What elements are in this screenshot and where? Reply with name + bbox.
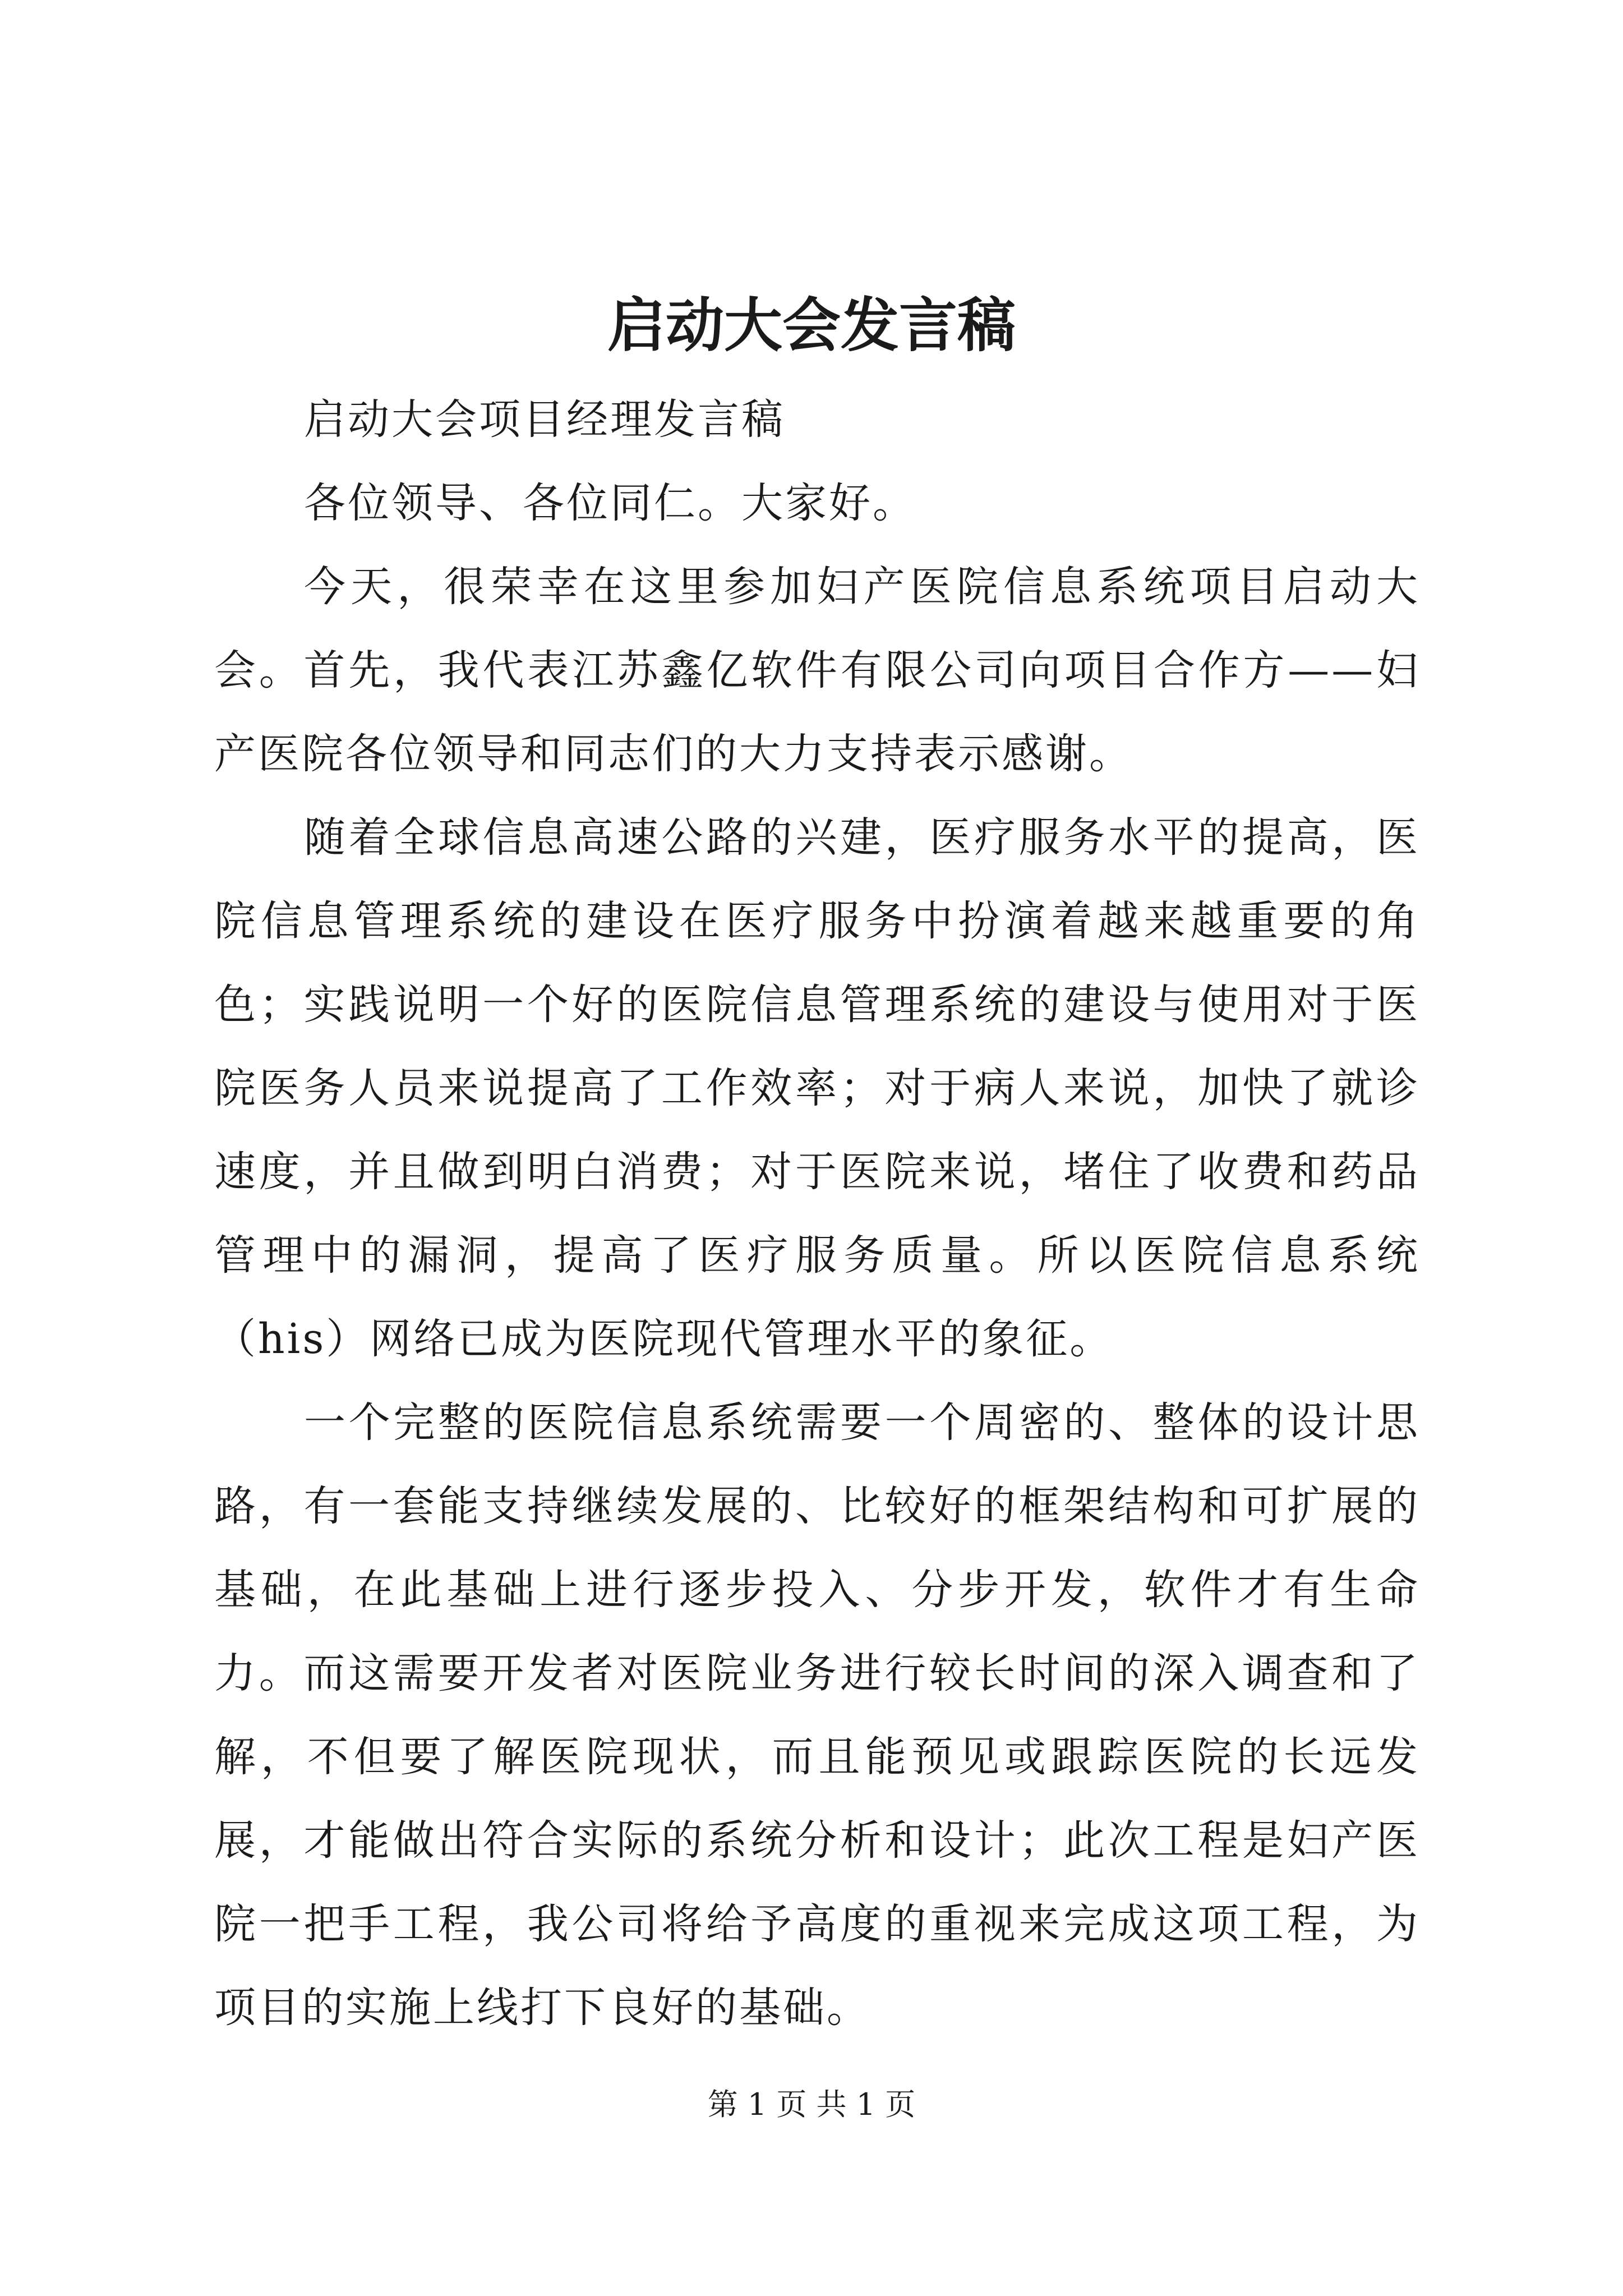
paragraph-system-design: 一个完整的医院信息系统需要一个周密的、整体的设计思路，有一套能支持继续发展的、比较好的框架结构和可扩展的基础，在此基础上进行逐步投入、分步开发，软件才有生命力。而这需要开发者对医院业务进行较长时间的深入调查和了解，不但要了解医院现状，而且能预见或跟踪医院的长远发展，才能做出符合实际的系统分析和设计；此次工程是妇产医院一把手工程，我公司将给予高度的重视来完成这项工程，为项目的实施上线打下良好的基础。 xyxy=(214,1398,1420,2032)
paragraph-greeting: 各位领导、各位同仁。大家好。 xyxy=(304,479,916,527)
document-title: 启动大会发言稿 xyxy=(607,291,1016,360)
paragraph-background: 随着全球信息高速公路的兴建，医疗服务水平的提高，医院信息管理系统的建设在医疗服务中扮演着越来越重要的角色；实践说明一个好的医院信息管理系统的建设与使用对于医院医务人员来说提高了工作效率；对于病人来说，加快了就诊速度，并且做到明白消费；对于医院来说，堵住了收费和药品管理中的漏洞，提高了医疗服务质量。所以医院信息系统（his）网络已成为医院现代管理水平的象征。 xyxy=(214,813,1420,1363)
paragraph-subtitle: 启动大会项目经理发言稿 xyxy=(304,395,785,444)
page-footer: 第 1 页 共 1 页 xyxy=(707,2087,916,2122)
document-body xyxy=(214,378,1420,2050)
paragraph-opening: 今天，很荣幸在这里参加妇产医院信息系统项目启动大会。首先，我代表江苏鑫亿软件有限公司向项目合作方——妇产医院各位领导和同志们的大力支持表示感谢。 xyxy=(214,563,1420,778)
